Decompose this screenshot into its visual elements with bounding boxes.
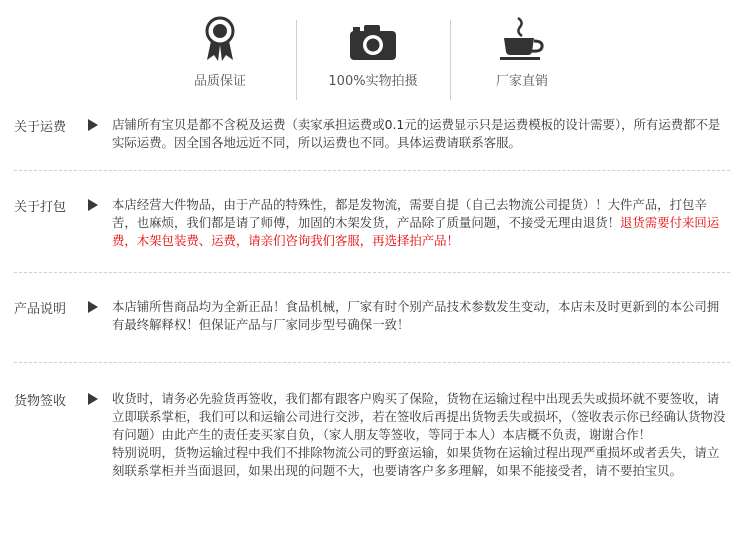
award-ribbon-icon [202,16,238,62]
packing-text: 本店经营大件物品，由于产品的特殊性，都是发物流，需要自提（自己去物流公司提货）！大件产品，打包辛苦，也麻烦，我们都是请了师傅，加固的木架发货，产品除了质量问题，不接受无理由退货！ [112,197,707,230]
camera-icon [348,22,398,62]
real-photo-badge [303,14,443,100]
section-text [112,116,730,152]
section-text [112,298,730,334]
section-label: 关于打包 [14,200,67,215]
section-label: 产品说明 [14,302,67,317]
special-note-text: 特别说明，货物运输过程中我们不排除物流公司的野蛮运输，如果货物在运输过程出现严重损坏或者丢失，请立刻联系掌柜并当面退回，如果出现的问题不大，也要请客户多多理解，如果不能接受者，请不要拍宝贝。 [112,445,720,478]
quality-badge [150,14,290,100]
coffee-cup-icon [498,14,546,62]
section-label: 关于运费 [14,120,67,135]
factory-direct-badge [452,14,592,100]
section-divider [14,170,730,171]
triangle-arrow-icon [88,199,98,211]
triangle-arrow-icon [88,119,98,131]
section-text [112,196,730,250]
section-divider [14,362,730,363]
section-label: 货物签收 [14,394,67,409]
return-warning-text: 退货需要付来回运费，木架包装费、运费，请亲们咨询我们客服，再选择拍产品！ [112,215,720,248]
product-text: 本店铺所售商品均为全新正品！食品机械，厂家有时个别产品技术参数发生变动，本店未及时更新到的本公司拥有最终解释权！但保证产品与厂家同步型号确保一致！ [112,299,720,332]
badge-divider [296,20,297,100]
factory-direct-badge-label: 厂家直销 [495,74,548,89]
triangle-arrow-icon [88,301,98,313]
quality-badge-label: 品质保证 [193,74,246,89]
feature-badges [150,14,590,100]
real-photo-badge-label: 100%实物拍摄 [328,74,418,89]
badge-divider [450,20,451,100]
section-divider [14,272,730,273]
triangle-arrow-icon [88,393,98,405]
receipt-text: 收货时，请务必先验货再签收，我们都有跟客户购买了保险，货物在运输过程中出现丢失或损坏就不要签收，请立即联系掌柜，我们可以和运输公司进行交涉，若在签收后再提出货物丢失或损坏，（签收表示你已经确认货物没有问题）由此产生的责任麦买家自负，（家人朋友等签收，等同于本人）本店概不负责，谢谢合作！ [112,391,726,442]
section-text [112,390,730,480]
shipping-text: 店铺所有宝贝是都不含税及运费（卖家承担运费或0.1元的运费显示只是运费模板的设计需要），所有运费都不是实际运费。因全国各地远近不同，所以运费也不同。具体运费请联系客服。 [112,117,721,150]
